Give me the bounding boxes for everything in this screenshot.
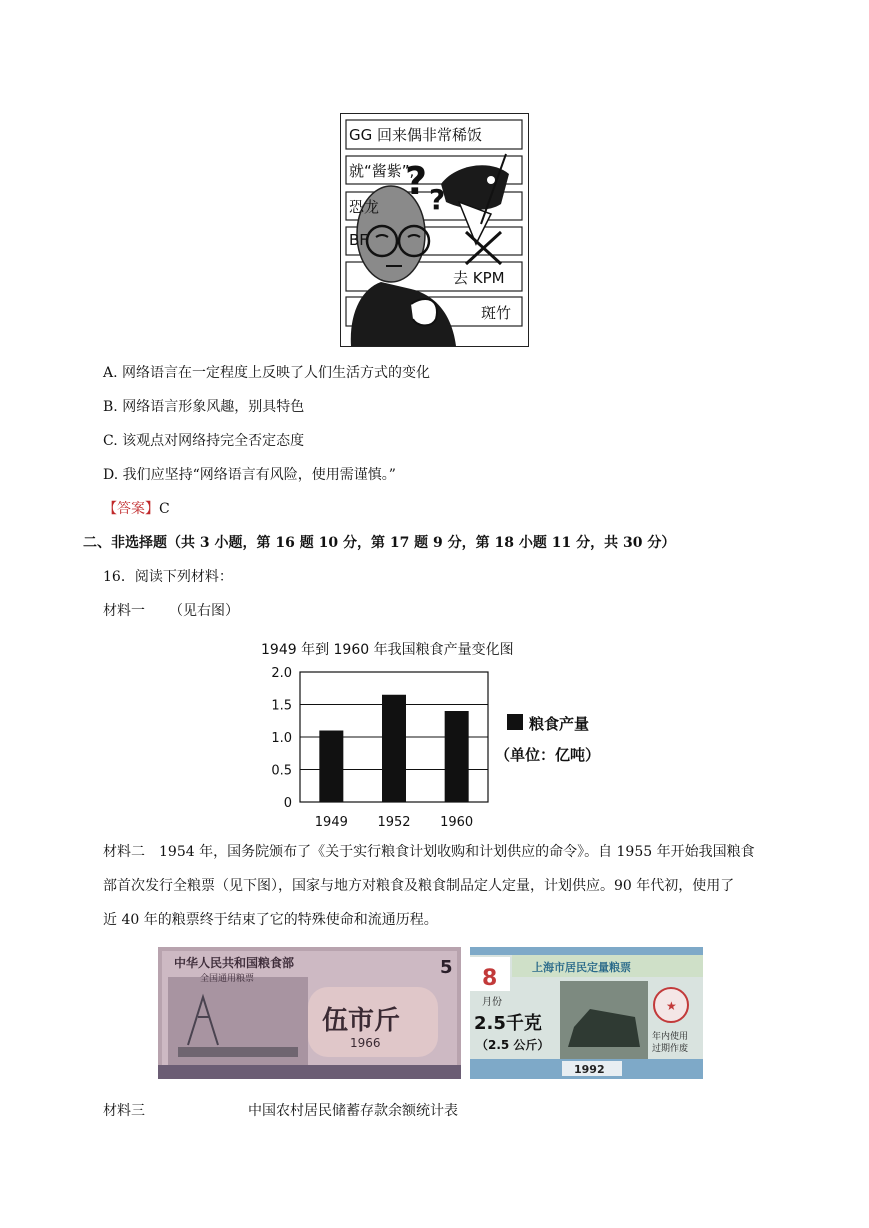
ticket-1992-note-2: 过期作废 xyxy=(652,1044,689,1054)
x-tick-label: 1960 xyxy=(440,815,474,830)
cartoon-row-2: 就“酱紫”, xyxy=(349,162,415,180)
ticket-1992-header: 上海市居民定量粮票 xyxy=(532,961,631,974)
svg-text:?: ? xyxy=(429,183,446,216)
ticket-1966-header: 中华人民共和国粮食部 xyxy=(174,956,295,970)
ticket-1992-month-number: 8 xyxy=(482,966,498,991)
ticket-1966-year: 1966 xyxy=(350,1036,381,1050)
cartoon-row-4: BF xyxy=(349,231,368,249)
bar-1952 xyxy=(382,695,406,802)
cartoon-row-5: 去 KPM xyxy=(453,269,505,287)
answer-value: C xyxy=(159,501,170,517)
y-tick-label: 0.5 xyxy=(271,763,292,779)
cartoon-row-6: 斑竹 xyxy=(481,304,512,322)
option-a: A. 网络语言在一定程度上反映了人们生活方式的变化 xyxy=(103,365,431,381)
material-3-label: 材料三 xyxy=(103,1103,145,1119)
ticket-1992-amount: 2.5千克 xyxy=(474,1013,542,1034)
y-tick-label: 1.5 xyxy=(271,698,292,714)
ticket-1966-subheader: 全国通用粮票 xyxy=(200,974,255,984)
ticket-1992-note-1: 年内使用 xyxy=(652,1032,689,1042)
ticket-1966-number: 5 xyxy=(440,957,453,978)
legend-swatch xyxy=(507,714,523,730)
internet-language-cartoon xyxy=(340,113,529,347)
material-2-line-3: 近 40 年的粮票终于结束了它的特殊使命和流通历程。 xyxy=(103,912,438,928)
option-d: D. 我们应坚持“网络语言有风险，使用需谨慎。” xyxy=(103,467,396,483)
ticket-1966-amount: 伍市斤 xyxy=(322,1006,401,1036)
option-c: C. 该观点对网络持完全否定态度 xyxy=(103,433,305,449)
option-b: B. 网络语言形象风趣，别具特色 xyxy=(103,399,305,415)
x-tick-label: 1952 xyxy=(377,815,411,830)
x-tick-label: 1949 xyxy=(314,815,348,830)
ticket-1966-image xyxy=(158,947,461,1079)
legend-label: 粮食产量 xyxy=(529,715,590,733)
ticket-1992-year: 1992 xyxy=(574,1063,605,1076)
ticket-1992-sub-amount: （2.5 公斤） xyxy=(476,1038,550,1052)
material-1-line xyxy=(103,602,239,620)
answer-line xyxy=(103,500,170,518)
answer-label: 【答案】 xyxy=(103,501,159,517)
ticket-1992-image xyxy=(470,947,703,1079)
material-3-title: 中国农村居民储蓄存款余额统计表 xyxy=(248,1103,458,1119)
bar-1960 xyxy=(445,711,469,802)
chart-svg xyxy=(255,636,635,832)
chart-unit-label: （单位：亿吨） xyxy=(495,746,601,764)
cartoon-row-3: 恐龙 xyxy=(349,198,380,216)
ticket-1992-month-label: 月份 xyxy=(482,997,502,1008)
material-2-line-2: 部首次发行全粮票（见下图），国家与地方对粮食及粮食制品定人定量，计划供应。90 年代初，使用了 xyxy=(103,878,735,894)
y-tick-label: 0 xyxy=(283,796,292,811)
grain-output-chart xyxy=(255,636,635,832)
y-tick-label: 2.0 xyxy=(271,666,292,681)
question-16-intro: 16．阅读下列材料： xyxy=(103,569,233,585)
ticket-1992-seal: ★ xyxy=(666,999,677,1013)
y-tick-label: 1.0 xyxy=(271,731,292,746)
section-2-heading: 二、非选择题（共 3 小题，第 16 题 10 分，第 17 题 9 分，第 18 小题 11 分，共 30 分） xyxy=(83,535,676,551)
cartoon-row-1: GG 回来偶非常稀饭 xyxy=(349,126,483,144)
grain-ticket-1966 xyxy=(158,947,461,1079)
material-1-note: （见右图） xyxy=(169,603,239,619)
svg-text:?: ? xyxy=(405,159,428,203)
material-2-line-1: 材料二 1954 年，国务院颁布了《关于实行粮食计划收购和计划供应的命令》。自 1955 年开始我国粮食 xyxy=(103,844,755,860)
bar-1949 xyxy=(319,731,343,803)
chart-title: 1949 年到 1960 年我国粮食产量变化图 xyxy=(261,642,514,658)
grain-ticket-1992 xyxy=(470,947,703,1079)
material-1-label: 材料一 xyxy=(103,603,145,619)
